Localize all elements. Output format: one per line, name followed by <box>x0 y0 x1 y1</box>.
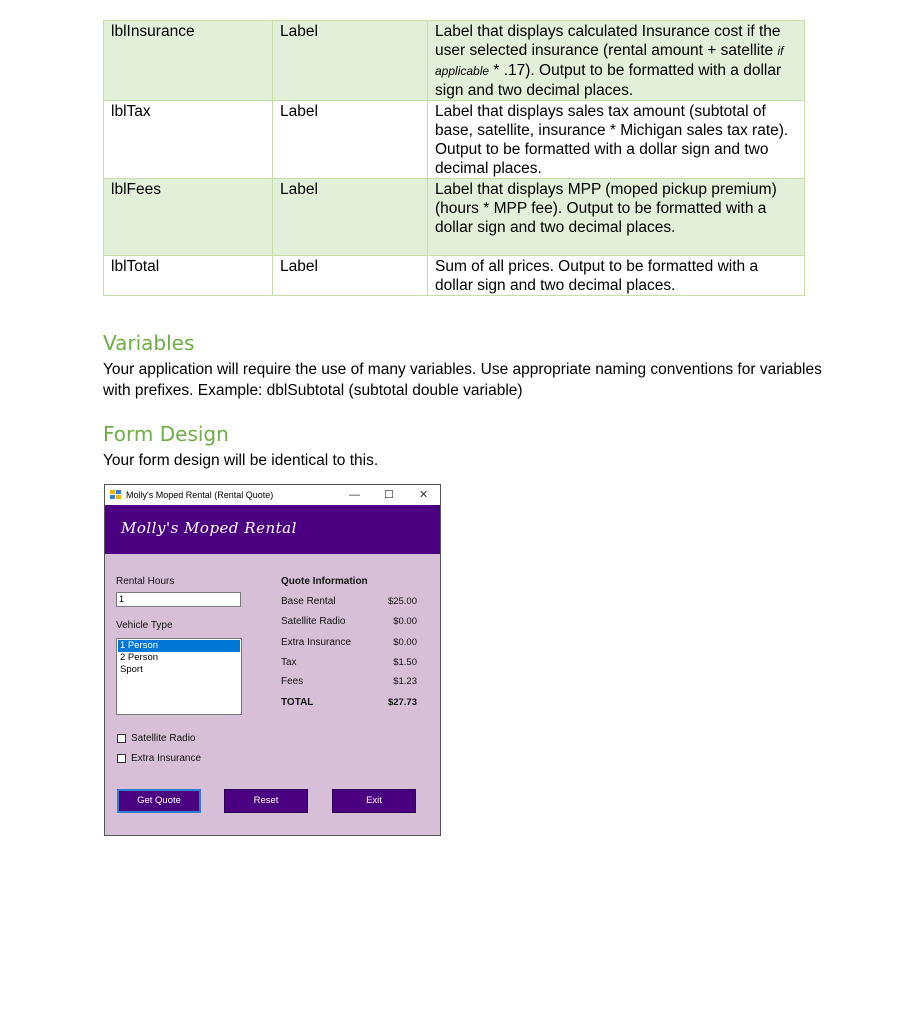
minimize-icon[interactable]: — <box>349 489 360 501</box>
control-name: lblInsurance <box>104 21 273 101</box>
quote-line-value: $1.50 <box>393 657 417 668</box>
variables-text: Your application will require the use of many variables. Use appropriate naming conventions for variables with prefixes. Example: dblSubtotal (subtotal double variable) <box>103 361 822 399</box>
vehicle-type-label: Vehicle Type <box>116 620 173 631</box>
table-row <box>104 179 805 256</box>
table-row <box>104 256 805 296</box>
quote-line-value: $25.00 <box>387 596 417 607</box>
table-row <box>104 21 805 101</box>
table-row <box>104 101 805 179</box>
control-description <box>428 101 805 179</box>
control-type: Label <box>273 101 428 179</box>
form-design-heading: Form Design <box>103 422 229 446</box>
title-bar <box>105 485 440 505</box>
control-type: Label <box>273 256 428 296</box>
quote-line-value: $0.00 <box>393 616 417 627</box>
rental-hours-input[interactable]: 1 <box>116 592 241 607</box>
control-description <box>428 256 805 296</box>
description-text: Label that displays MPP (moped pickup premium) (hours * MPP fee). Output to be formatted with a dollar sign and two decimal places. <box>435 181 777 236</box>
controls-table <box>103 20 805 296</box>
window-title: Molly's Moped Rental (Rental Quote) <box>126 490 274 500</box>
control-name: lblTotal <box>104 256 273 296</box>
brand-title: Molly's Moped Rental <box>121 519 297 537</box>
quote-line-label: Tax <box>281 657 297 668</box>
vehicle-type-listbox[interactable] <box>116 638 242 715</box>
banner <box>105 505 440 554</box>
maximize-icon[interactable]: ☐ <box>384 489 394 501</box>
satellite-radio-checkbox[interactable] <box>117 734 126 743</box>
control-description <box>428 21 805 101</box>
variables-heading: Variables <box>103 331 195 355</box>
quote-line-value: $0.00 <box>393 637 417 648</box>
reset-button[interactable]: Reset <box>224 789 308 813</box>
app-icon <box>110 490 121 499</box>
close-icon[interactable]: ✕ <box>419 489 429 501</box>
quote-line-label: Base Rental <box>281 596 336 607</box>
form-design-text: Your form design will be identical to this. <box>103 452 379 469</box>
vehicle-option[interactable]: Sport <box>120 664 143 675</box>
control-description <box>428 179 805 256</box>
exit-button[interactable]: Exit <box>332 789 416 813</box>
quote-line-label: Satellite Radio <box>281 616 346 627</box>
description-text: Label that displays calculated Insurance cost if the user selected insurance (rental amount + satellite <box>435 23 781 59</box>
extra-insurance-label: Extra Insurance <box>131 753 202 764</box>
control-name: lblFees <box>104 179 273 256</box>
description-text: * .17). Output to be formatted with a dollar sign and two decimal places. <box>435 62 782 99</box>
get-quote-button[interactable]: Get Quote <box>117 789 201 813</box>
control-type: Label <box>273 21 428 101</box>
form-screenshot <box>104 484 441 836</box>
description-text: Label that displays sales tax amount (subtotal of base, satellite, insurance * Michigan sales tax rate). Output to be formatted with a dollar sign and two decimal places. <box>435 103 789 177</box>
control-type: Label <box>273 179 428 256</box>
quote-info-heading: Quote Information <box>281 576 368 587</box>
description-note: if applicable <box>435 44 784 78</box>
extra-insurance-checkbox[interactable] <box>117 754 126 763</box>
vehicle-option[interactable]: 1 Person <box>118 640 240 652</box>
total-value: $27.73 <box>387 697 417 708</box>
quote-line-label: Extra Insurance <box>281 637 352 648</box>
control-name: lblTax <box>104 101 273 179</box>
rental-hours-label: Rental Hours <box>116 576 175 587</box>
quote-line-label: Fees <box>281 676 304 687</box>
description-text: Sum of all prices. Output to be formatted with a dollar sign and two decimal places. <box>435 258 759 294</box>
satellite-radio-label: Satellite Radio <box>131 733 196 744</box>
quote-line-value: $1.23 <box>393 676 417 687</box>
vehicle-option[interactable]: 2 Person <box>120 652 159 663</box>
total-label: TOTAL <box>281 697 314 708</box>
